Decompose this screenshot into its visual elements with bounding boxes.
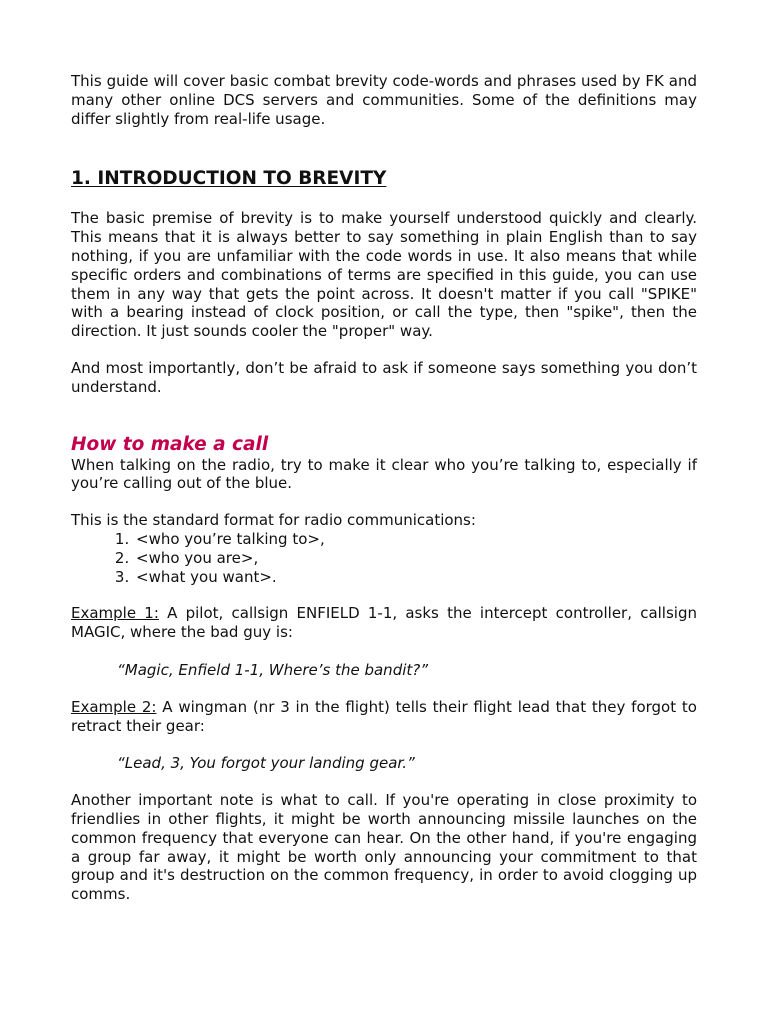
- intro-paragraph: This guide will cover basic combat brevity code-words and phrases used by FK and many other online DCS servers and communities. Some of the definitions may differ slightly from real-life usage.: [71, 72, 697, 128]
- example-1-quote: “Magic, Enfield 1-1, Where’s the bandit?”: [117, 660, 428, 679]
- list-item: 1. <who you’re talking to>,: [134, 530, 697, 549]
- example-1-text: A pilot, callsign ENFIELD 1-1, asks the intercept controller, callsign MAGIC, where the bad guy is:: [71, 604, 697, 642]
- example-2-quote: “Lead, 3, You forgot your landing gear.”: [117, 754, 415, 773]
- document-page: [71, 72, 697, 904]
- example-2-text: A wingman (nr 3 in the flight) tells their flight lead that they forgot to retract their gear:: [71, 697, 697, 735]
- radio-clarity-paragraph: When talking on the radio, try to make it clear who you’re talking to, especially if you’re calling out of the blue.: [71, 455, 697, 493]
- format-intro-text: This is the standard format for radio communications:: [71, 511, 476, 530]
- example-1-paragraph: [71, 604, 697, 642]
- list-item: 3. <what you want>.: [134, 568, 697, 587]
- list-item: 2. <who you are>,: [134, 549, 697, 568]
- example-2-paragraph: [71, 698, 697, 736]
- section-heading-introduction: 1. INTRODUCTION TO BREVITY: [71, 168, 387, 190]
- brevity-premise-paragraph: The basic premise of brevity is to make yourself understood quickly and clearly. This means that it is always better to say something in plain English than to say nothing, if you are unfamiliar with the code words in use. It also means that while specific orders and combinations of terms are specified in this guide, you can use them in any way that gets the point across. It doesn't matter if you call "SPIKE" with a bearing instead of clock position, or call the type, then "spike", then the direction. It just sounds cooler the "proper" way.: [71, 209, 697, 341]
- example-2-label: Example 2:: [71, 697, 157, 716]
- what-to-call-paragraph: Another important note is what to call. If you're operating in close proximity to friendlies in other flights, it might be worth announcing missile launches on the common frequency that everyone can hear. On the other hand, if you're engaging a group far away, it might be worth only announcing your commitment to that group and it's destruction on the common frequency, in order to avoid clogging up comms.: [71, 791, 697, 904]
- example-1-label: Example 1:: [71, 604, 159, 623]
- subheading-how-to-make-a-call: How to make a call: [71, 433, 269, 455]
- ask-if-unsure-paragraph: And most importantly, don’t be afraid to ask if someone says something you don’t understand.: [71, 358, 697, 396]
- format-list: [71, 530, 697, 586]
